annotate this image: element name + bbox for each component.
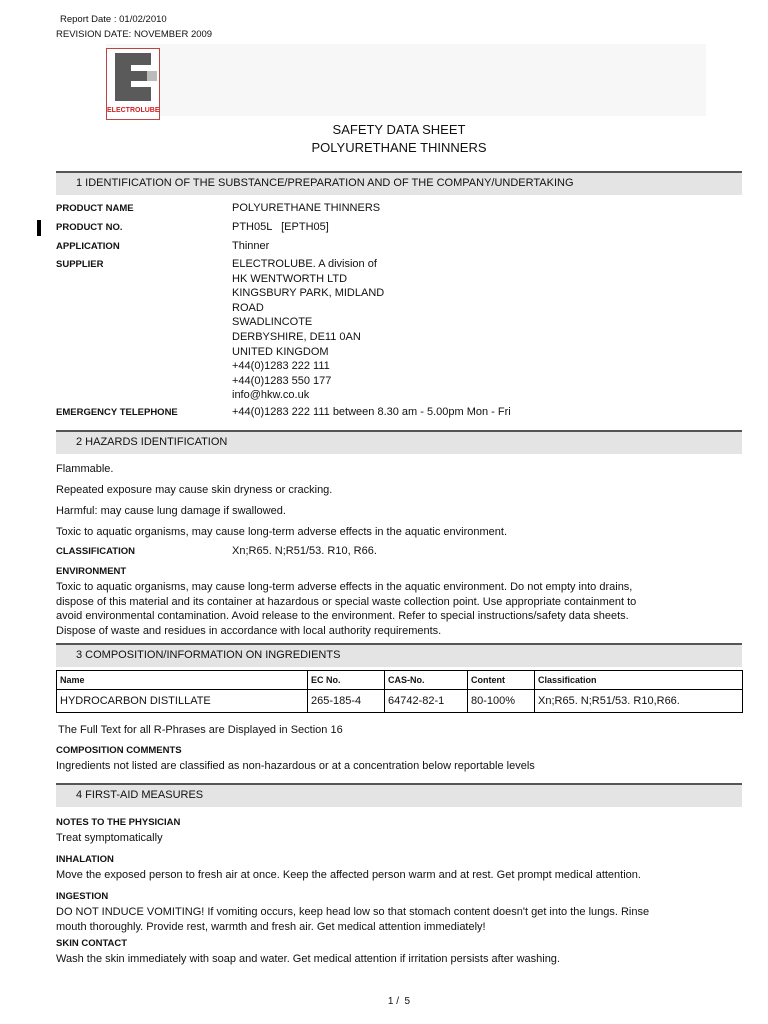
section-1-heading: 1 IDENTIFICATION OF THE SUBSTANCE/PREPARATION AND OF THE COMPANY/UNDERTAKING <box>76 177 574 189</box>
section-4-heading: 4 FIRST-AID MEASURES <box>76 789 204 801</box>
section-2-bar <box>56 430 742 454</box>
revision-date: REVISION DATE: NOVEMBER 2009 <box>56 29 213 40</box>
product-no-label: PRODUCT NO. <box>56 222 123 233</box>
section-3-heading: 3 COMPOSITION/INFORMATION ON INGREDIENTS <box>76 649 341 661</box>
column-header: CAS-No. <box>385 671 468 690</box>
environment-line: dispose of this material and its container at hazardous or special waste collection point. Use appropriate containment to <box>56 595 637 608</box>
report-date: Report Date : 01/02/2010 <box>60 14 167 25</box>
product-title: POLYURETHANE THINNERS <box>311 140 487 155</box>
supplier-line: ELECTROLUBE. A division of <box>232 258 377 270</box>
logo-banner <box>106 44 706 116</box>
document-title: SAFETY DATA SHEET <box>332 122 466 137</box>
inhalation-text: Move the exposed person to fresh air at once. Keep the affected person warm and at rest. Get prompt medical attention. <box>56 869 641 881</box>
physician-label: NOTES TO THE PHYSICIAN <box>56 817 181 828</box>
table-cell: 64742-82-1 <box>385 690 468 713</box>
column-header: Content <box>468 671 535 690</box>
product-name-label: PRODUCT NAME <box>56 203 134 214</box>
environment-line: avoid environmental contamination. Avoid release to the environment. Refer to special instructions/safety data sheets. <box>56 610 629 623</box>
column-header: EC No. <box>308 671 385 690</box>
product-no-value: PTH05L [EPTH05] <box>232 221 329 233</box>
supplier-line: HK WENTWORTH LTD <box>232 272 348 285</box>
section-3-bar <box>56 643 742 667</box>
table-row <box>57 690 743 713</box>
environment-line: Dispose of waste and residues in accordance with local authority requirements. <box>56 624 442 637</box>
hazard-line: Toxic to aquatic organisms, may cause long-term adverse effects in the aquatic environment. <box>56 526 508 538</box>
table-cell: Xn;R65. N;R51/53. R10,R66. <box>535 690 743 713</box>
page-number: 1 / 5 <box>387 996 411 1007</box>
table-cell: HYDROCARBON DISTILLATE <box>57 690 308 713</box>
classification-label: CLASSIFICATION <box>56 546 135 557</box>
electrolube-e-logo-icon <box>107 49 159 105</box>
change-marker <box>37 220 41 236</box>
supplier-address <box>232 257 384 403</box>
supplier-line: +44(0)1283 222 111 <box>232 360 330 373</box>
ingredients-table <box>56 670 743 713</box>
composition-comments-label: COMPOSITION COMMENTS <box>56 745 182 756</box>
application-value: Thinner <box>232 240 270 252</box>
ingestion-text <box>56 905 649 934</box>
environment-label: ENVIRONMENT <box>56 566 127 577</box>
hazard-line: Harmful: may cause lung damage if swallowed. <box>56 505 286 517</box>
hazard-line: Flammable. <box>56 463 114 475</box>
environment-text <box>56 580 636 638</box>
supplier-label: SUPPLIER <box>56 259 104 270</box>
classification-value: Xn;R65. N;R51/53. R10, R66. <box>232 545 377 557</box>
section-4-bar <box>56 783 742 807</box>
product-name-value: POLYURETHANE THINNERS <box>232 202 381 214</box>
supplier-line: info@hkw.co.uk <box>232 389 310 402</box>
table-cell: 265-185-4 <box>308 690 385 713</box>
application-label: APPLICATION <box>56 241 120 252</box>
environment-line: Toxic to aquatic organisms, may cause long-term adverse effects in the aquatic environment. Do not empty into drains, <box>56 581 633 593</box>
inhalation-label: INHALATION <box>56 854 114 865</box>
electrolube-logo <box>106 48 160 120</box>
supplier-line: DERBYSHIRE, DE11 0AN <box>232 330 361 343</box>
ingestion-line: mouth thoroughly. Provide rest, warmth and fresh air. Get medical attention immediately! <box>56 920 486 933</box>
ingestion-label: INGESTION <box>56 891 109 902</box>
table-header-row <box>57 671 743 690</box>
supplier-line: +44(0)1283 550 177 <box>232 374 332 387</box>
composition-comments: Ingredients not listed are classified as non-hazardous or at a concentration below reportable levels <box>56 760 535 772</box>
skin-contact-text: Wash the skin immediately with soap and water. Get medical attention if irritation persists after washing. <box>56 953 560 965</box>
emergency-label: EMERGENCY TELEPHONE <box>56 407 178 418</box>
emergency-value: +44(0)1283 222 111 between 8.30 am - 5.00pm Mon - Fri <box>232 406 511 418</box>
skin-contact-label: SKIN CONTACT <box>56 938 128 949</box>
physician-text: Treat symptomatically <box>56 832 163 844</box>
supplier-line: ROAD <box>232 301 264 314</box>
column-header: Name <box>57 671 308 690</box>
column-header: Classification <box>535 671 743 690</box>
hazard-line: Repeated exposure may cause skin dryness or cracking. <box>56 484 333 496</box>
supplier-line: SWADLINCOTE <box>232 316 313 329</box>
supplier-line: UNITED KINGDOM <box>232 345 329 358</box>
supplier-line: KINGSBURY PARK, MIDLAND <box>232 287 385 300</box>
full-text-note: The Full Text for all R-Phrases are Displayed in Section 16 <box>58 724 343 736</box>
section-2-heading: 2 HAZARDS IDENTIFICATION <box>76 436 228 448</box>
ingestion-line: DO NOT INDUCE VOMITING! If vomiting occurs, keep head low so that stomach content doesn't get into the lungs. Rinse <box>56 906 650 918</box>
section-1-bar <box>56 171 742 195</box>
table-cell: 80-100% <box>468 690 535 713</box>
logo-text: ELECTROLUBE <box>107 107 160 114</box>
